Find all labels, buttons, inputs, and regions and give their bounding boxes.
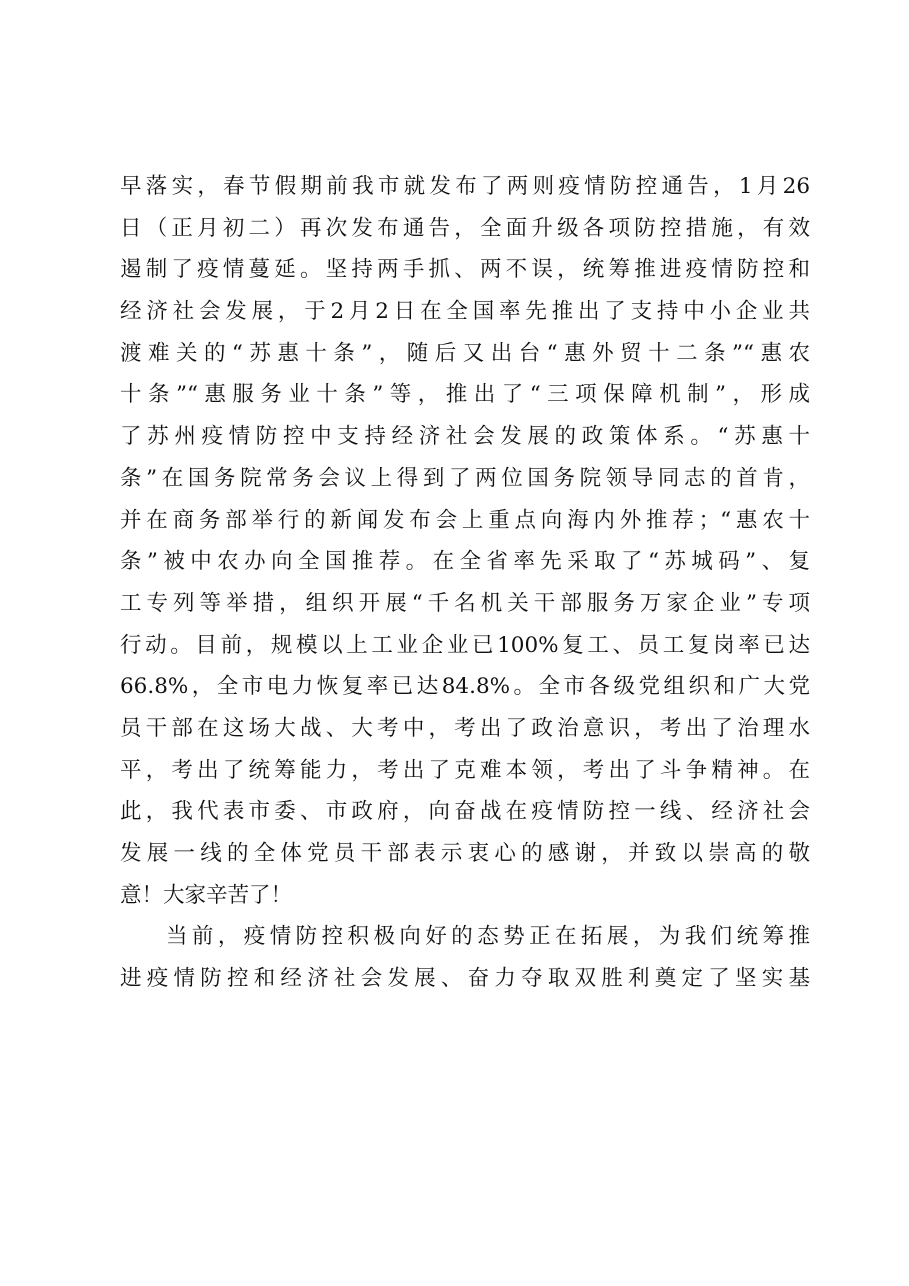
text-line: 了苏州疫情防控中支持经济社会发展的政策体系。“苏惠十 (120, 424, 810, 450)
text-line: 此，我代表市委、市政府，向奋战在疫情防控一线、经济社会 (120, 799, 810, 825)
text-line: 日（正月初二）再次发布通告，全面升级各项防控措施，有效 (120, 215, 810, 241)
text-line: 工专列等举措，组织开展“千名机关干部服务万家企业”专项 (120, 590, 810, 616)
text-line: 经济社会发展，于2月2日在全国率先推出了支持中小企业共 (120, 299, 810, 325)
text-line: 66.8%，全市电力恢复率已达84.8%。全市各级党组织和广大党 (120, 674, 810, 700)
text-line: 遏制了疫情蔓延。坚持两手抓、两不误，统筹推进疫情防控和 (120, 257, 810, 283)
text-line: 进疫情防控和经济社会发展、奋力夺取双胜利奠定了坚实基 (120, 966, 810, 992)
text-line: 员干部在这场大战、大考中，考出了政治意识，考出了治理水 (120, 715, 810, 741)
body-text (120, 166, 810, 1000)
text-line: 十条”“惠服务业十条”等，推出了“三项保障机制”，形成 (120, 382, 810, 408)
text-line: 并在商务部举行的新闻发布会上重点向海内外推荐；“惠农十 (120, 507, 810, 533)
text-line: 条”在国务院常务会议上得到了两位国务院领导同志的首肯， (120, 465, 810, 491)
text-line: 渡难关的“苏惠十条”，随后又出台“惠外贸十二条”“惠农 (120, 340, 810, 366)
paragraph-end-line: 意！大家辛苦了！ (120, 882, 293, 908)
text-line: 平，考出了统筹能力，考出了克难本领，考出了斗争精神。在 (120, 757, 810, 783)
paragraph-start-line: 当前，疫情防控积极向好的态势正在拓展，为我们统筹推 (166, 924, 810, 950)
text-line: 行动。目前，规模以上工业企业已100%复工、员工复岗率已达 (120, 632, 810, 658)
text-line: 条”被中农办向全国推荐。在全省率先采取了“苏城码”、复 (120, 549, 810, 575)
text-line: 早落实，春节假期前我市就发布了两则疫情防控通告，1月26 (120, 174, 810, 199)
text-line: 发展一线的全体党员干部表示衷心的感谢，并致以崇高的敬 (120, 841, 810, 866)
